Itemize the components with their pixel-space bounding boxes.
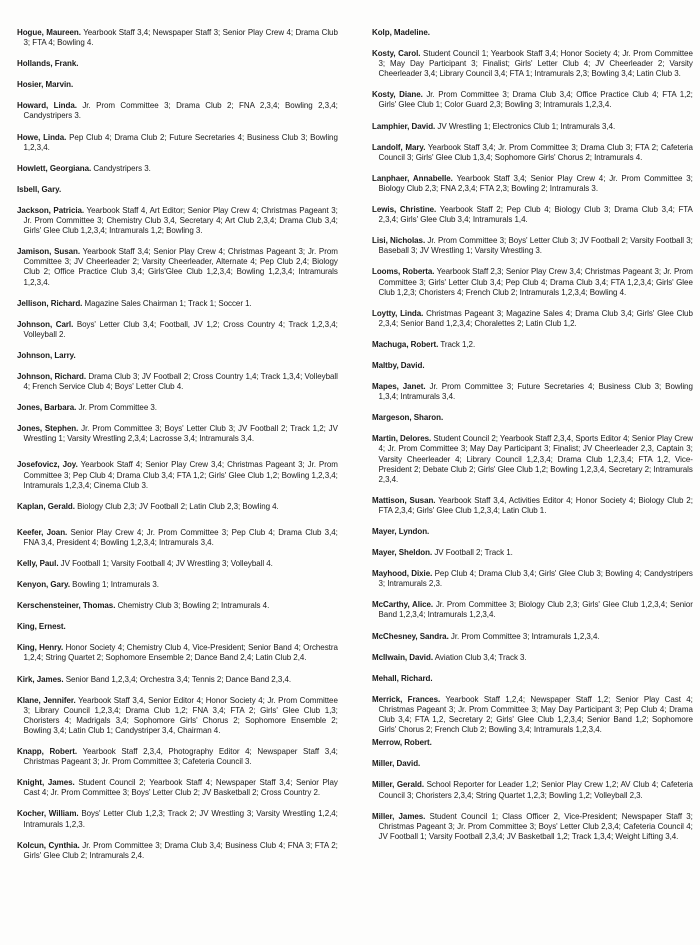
senior-entry xyxy=(372,121,693,131)
student-name: King, Henry. xyxy=(17,642,64,653)
senior-entry xyxy=(372,339,693,349)
student-name: Mehall, Richard. xyxy=(372,672,433,683)
student-name: Howe, Linda. xyxy=(17,131,67,142)
senior-entry xyxy=(372,433,693,483)
senior-entry xyxy=(17,808,338,828)
student-name: Kelly, Paul. xyxy=(17,558,59,568)
student-activities: Honor Society 4; Chemistry Club 4, Vice-President; Senior Band 4; Orchestra 1,2,4; String Quartet 2; Sophomore Ensemble 2; Dance Band 2,4; Latin Club 2,4. xyxy=(23,642,338,663)
senior-entry xyxy=(372,673,693,683)
student-name: Jackson, Patricia. xyxy=(17,204,85,215)
student-name: Hogue, Maureen. xyxy=(17,27,81,37)
student-name: Maltby, David. xyxy=(372,359,425,370)
student-activities: Yearbook Staff 3,4; Jr. Prom Committee 3; Drama Club 3; FTA 2; Cafeteria Council 3; Girls' Glee Club 1,3,4; Sophomore Girls' Chorus 2; Intramurals 4. xyxy=(378,141,693,162)
senior-entry xyxy=(17,746,338,766)
senior-entry xyxy=(372,142,693,162)
student-name: Josefovicz, Joy. xyxy=(17,459,78,470)
senior-entry xyxy=(372,412,693,422)
student-name: Kaplan, Gerald. xyxy=(17,500,75,511)
student-name: Howlett, Georgiana. xyxy=(17,162,92,173)
student-name: Mattison, Susan. xyxy=(372,494,436,505)
senior-entry xyxy=(17,402,338,412)
senior-entry xyxy=(17,423,338,443)
student-name: Kolp, Madeline. xyxy=(372,27,430,37)
student-activities: Student Council 2; Yearbook Staff 2,3,4, Sports Editor 4; Senior Play Crew 4; Jr. Prom Committee 3; May Day Participant 3; Finalist; JV Cheerleader 2,3, Captain 3; Varsity Cheerleader 4; Library Council 1,2,3,4; Drama Club 1,2,3,4; FTA 1,2, Vice-President 2; Debate Club 2; Girls' Glee Club 1,2; Bowling 1,2,3,4, Secretary 2; Intramurals 2,3,4. xyxy=(378,433,693,484)
senior-entry xyxy=(372,360,693,370)
student-name: Kocher, William. xyxy=(17,808,79,819)
student-name: Johnson, Larry. xyxy=(17,349,76,360)
student-name: Mayer, Lyndon. xyxy=(372,526,430,536)
student-activities: Magazine Sales Chairman 1; Track 1; Soccer 1. xyxy=(84,297,252,308)
senior-entry xyxy=(17,100,338,120)
student-activities: Pep Club 4; Drama Club 2; Future Secretaries 4; Business Club 3; Bowling 1,2,3,4. xyxy=(23,131,338,152)
senior-entry xyxy=(17,621,338,631)
senior-entry xyxy=(17,184,338,194)
student-name: McIlwain, David. xyxy=(372,651,434,662)
senior-entry xyxy=(372,599,693,619)
senior-entry xyxy=(17,79,338,89)
student-name: Isbell, Gary. xyxy=(17,183,62,194)
student-activities: Jr. Prom Committee 3; Biology Club 2,3; Girls' Glee Club 1,2,3,4; Senior Band 1,2,3,4; Intramurals 1,2,3,4. xyxy=(378,599,693,620)
senior-entry xyxy=(372,173,693,193)
student-activities: Jr. Prom Committee 3. xyxy=(78,402,157,413)
student-name: Looms, Roberta. xyxy=(372,266,435,277)
senior-entry xyxy=(372,495,693,515)
senior-entry xyxy=(372,381,693,401)
student-name: McCarthy, Alice. xyxy=(372,599,434,610)
student-activities: Aviation Club 3,4; Track 3. xyxy=(434,651,527,662)
student-activities: Student Council 2; Yearbook Staff 4; Newspaper Staff 3,4; Senior Play Cast 4; Jr. Prom Committee 3; Boys' Letter Club 2; JV Basketball 2; Cross Country 2. xyxy=(23,777,338,798)
student-activities: Student Council 1; Class Officer 2, Vice-President; Newspaper Staff 3; Christmas Pageant 3; Jr. Prom Committee 3; Boys' Letter Club 2,3,4; Cafeteria Council 4; JV Football 1; Varsity Football 2,3,4; JV Basketball 1,2; Track 1,3,4; Weight Lifting 3,4. xyxy=(378,810,693,841)
senior-entry xyxy=(372,568,693,588)
senior-entry xyxy=(372,758,693,768)
student-name: Johnson, Richard. xyxy=(17,370,87,381)
student-activities: Student Council 1; Yearbook Staff 3,4; Honor Society 4; Jr. Prom Committee 3; May Day Participant 3; Finalist; Girls' Letter Club 4; JV Cheerleader 2; Varsity Cheerleader 3,4; Library Council 3,4; FTA 1; Intramurals 2,3; Bowling 3,4; Latin Club 3. xyxy=(378,48,693,79)
student-activities: Jr. Prom Committee 3; Intramurals 1,2,3,4. xyxy=(450,630,600,641)
senior-entry xyxy=(372,547,693,557)
senior-entry xyxy=(372,737,693,747)
student-activities: Yearbook Staff 3,4; Senior Play Crew 4; Jr. Prom Committee 3; Biology Club 2,3; FNA 2,3,4; FTA 2,3; Bowling 2; Intramurals 3. xyxy=(378,172,693,193)
student-activities: Jr. Prom Committee 3; Future Secretaries 4; Business Club 3; Bowling 1,3,4; Intramurals 3,4. xyxy=(378,381,693,402)
student-name: Lisi, Nicholas. xyxy=(372,235,426,246)
student-activities: Drama Club 3; JV Football 2; Cross Country 1,4; Track 1,3,4; Volleyball 4; French Service Club 4; Boys' Letter Club 4. xyxy=(23,370,338,392)
senior-entry xyxy=(372,266,693,296)
student-activities: Yearbook Staff 4; Senior Play Crew 3,4; Christmas Pageant 3; Jr. Prom Committee 3; Pep Club 4; Drama Club 3,4; FTA 1,2; Girls' Glee Club 1,2; Bowling 1,2,3,4; Intramurals 1,2,3,4; Cinema Club 3. xyxy=(23,459,338,490)
student-name: Mayhood, Dixie. xyxy=(372,568,433,579)
senior-entry xyxy=(17,777,338,797)
student-activities: School Reporter for Leader 1,2; Senior Play Crew 1,2; AV Club 4; Cafeteria Council 3; Choristers 2,3,4; String Quartet 1,2,3; Bowling 1,2; Volleyball 2,3. xyxy=(378,779,693,800)
student-activities: Biology Club 2,3; JV Football 2; Latin Club 2,3; Bowling 4. xyxy=(77,500,279,511)
student-activities: Jr. Prom Committee 3; Boys' Letter Club 3; JV Football 2; Varsity Football 3; Baseball 3; JV Wrestling 1; Varsity Wrestling 3. xyxy=(378,235,693,256)
student-name: Hollands, Frank. xyxy=(17,58,79,69)
student-name: Martin, Delores. xyxy=(372,433,432,444)
student-activities: Yearbook Staff 3,4, Activities Editor 4; Honor Society 4; Biology Club 2; FTA 2,3,4; Girls' Glee Club 1,2,3,4; Latin Club 1. xyxy=(378,494,693,515)
senior-entry xyxy=(17,459,338,489)
student-activities: Track 1,2. xyxy=(440,338,476,349)
student-activities: Senior Band 1,2,3,4; Orchestra 3,4; Tennis 2; Dance Band 2,3,4. xyxy=(65,673,292,684)
student-name: Landolf, Mary. xyxy=(372,141,426,152)
student-name: Hosier, Marvin. xyxy=(17,79,74,90)
student-activities: Christmas Pageant 3; Magazine Sales 4; Drama Club 3,4; Girls' Glee Club 2,3,4; Senior Band 1,2,3,4; Choralettes 2; Latin Club 1,2. xyxy=(378,307,693,328)
student-name: Jamison, Susan. xyxy=(17,246,81,257)
senior-entry xyxy=(17,501,338,511)
student-activities: Boys' Letter Club 3,4; Football, JV 1,2; Cross Country 4; Track 1,2,3,4; Volleyball 2. xyxy=(23,318,338,339)
student-name: Miller, Gerald. xyxy=(372,779,425,790)
senior-entry xyxy=(372,811,693,841)
senior-entry xyxy=(17,163,338,173)
student-name: Kosty, Carol. xyxy=(372,48,421,59)
senior-entry xyxy=(372,631,693,641)
student-name: Miller, David. xyxy=(372,758,421,769)
student-activities: Yearbook Staff 4, Art Editor; Senior Play Crew 4; Christmas Pageant 3; Jr. Prom Committee 3; Chemistry Club 3,4, Secretary 4; Art Club 2,3,4; Drama Club 3,4; Girls' Glee Club 1,2,3,4; Intramurals 1,2; Bowling 3. xyxy=(23,204,338,236)
senior-entry xyxy=(17,298,338,308)
senior-entry xyxy=(17,579,338,589)
student-activities: Yearbook Staff 3,4; Senior Play Crew 4; Christmas Pageant 3; Jr. Prom Committee 3; JV Cheerleader 2; Varsity Cheerleader, Alternate 4; Pep Club 2,4; Biology Club 2; Office Practice Club 3,4; Girls'Glee Club 1,2,3,4; Bowling 1,2,3,4; Intramurals 1,2,3,4. xyxy=(23,246,338,287)
student-activities: Yearbook Staff 3,4, Senior Editor 4; Honor Society 4; Jr. Prom Committee 3; Library Council 1,2,3,4; Drama Club 1,2; FNA 3,4; FTA 2; Girls' Glee Club 1,3; Choristers 4; Madrigals 3,4; Sophomore Girls' Chorus 2; Sophomore Ensemble 2; Bowling 3,4; Latin Club 1; Candystriper 3,4, Chairman 4. xyxy=(23,694,338,735)
senior-entry xyxy=(17,205,338,235)
student-name: Keefer, Joan. xyxy=(17,526,68,537)
student-name: Kosty, Diane. xyxy=(372,89,423,100)
student-name: Kerschensteiner, Thomas. xyxy=(17,600,116,611)
senior-entry xyxy=(17,371,338,391)
senior-entry xyxy=(17,58,338,68)
senior-entry xyxy=(372,48,693,78)
student-activities: Boys' Letter Club 1,2,3; Track 2; JV Wrestling 3; Varsity Wrestling 1,2,4; Intramurals 1,2,3. xyxy=(23,808,338,829)
student-name: Machuga, Robert. xyxy=(372,338,439,349)
student-name: Klane, Jennifer. xyxy=(17,694,76,705)
student-name: Knight, James. xyxy=(17,777,75,788)
student-activities: Yearbook Staff 1,2,4; Newspaper Staff 1,2; Senior Play Cast 4; Christmas Pageant 3; Jr. Prom Committee 3; May Day Participant 3; Pep Club 4; Drama Club 3,4; FTA 1,2, Secretary 2; Girls' Glee Club 1,2,3,4; Senior Band 1,2; Sophomore Girls' Chorus 2; French Club 2; Bowling 3,4; Intramurals 1,2,3,4. xyxy=(378,693,693,735)
senior-entry xyxy=(17,642,338,662)
student-name: Mayer, Sheldon. xyxy=(372,547,433,558)
student-activities: Senior Play Crew 4; Jr. Prom Committee 3; Pep Club 4; Drama Club 3,4; FNA 3,4, President 4; Bowling 1,2,3,4; Intramurals 3,4. xyxy=(23,526,338,547)
student-name: Jones, Barbara. xyxy=(17,402,77,413)
student-name: Jellison, Richard. xyxy=(17,297,83,308)
senior-entry xyxy=(17,695,338,735)
student-name: Lamphier, David. xyxy=(372,120,436,131)
student-activities: JV Wrestling 1; Electronics Club 1; Intramurals 3,4. xyxy=(437,120,616,131)
senior-entry xyxy=(17,674,338,684)
senior-entry xyxy=(372,89,693,109)
student-name: Johnson, Carl. xyxy=(17,318,74,329)
student-activities: JV Football 2; Track 1. xyxy=(434,547,513,558)
student-name: Lanphaer, Annabelle. xyxy=(372,172,453,183)
senior-entry xyxy=(17,558,338,568)
student-activities: Yearbook Staff 2,3; Senior Play Crew 3,4; Christmas Pageant 3; Jr. Prom Committee 3; Girls' Letter Club 3,4; Pep Club 4; Drama Club 3,4; FTA 1,2,3,4; Girls' Glee Club 1,2,3; Choristers 4; French Club 2; Intramurals 1,2,3,4; Bowling 4. xyxy=(378,266,693,297)
senior-entry xyxy=(17,527,338,547)
senior-entry xyxy=(372,235,693,255)
senior-entry xyxy=(372,779,693,799)
left-column xyxy=(17,27,338,860)
senior-entry xyxy=(372,694,693,734)
student-activities: Chemistry Club 3; Bowling 2; Intramurals 4. xyxy=(117,600,270,611)
senior-entry xyxy=(372,308,693,328)
senior-entry xyxy=(372,652,693,662)
student-activities: Yearbook Staff 2,3,4, Photography Editor 4; Newspaper Staff 3,4; Christmas Pageant 3; Jr. Prom Committee 3; Cafeteria Council 3. xyxy=(23,746,338,767)
student-name: Knapp, Robert. xyxy=(17,746,78,757)
student-name: King, Ernest. xyxy=(17,621,66,632)
student-name: Merrow, Robert. xyxy=(372,737,432,748)
senior-entry xyxy=(17,350,338,360)
student-name: McChesney, Sandra. xyxy=(372,630,449,641)
student-name: Kenyon, Gary. xyxy=(17,579,70,590)
student-name: Miller, James. xyxy=(372,810,426,821)
senior-entry xyxy=(17,27,338,47)
right-column xyxy=(372,27,693,841)
student-name: Margeson, Sharon. xyxy=(372,412,444,423)
student-activities: Yearbook Staff 3,4; Newspaper Staff 3; Senior Play Crew 4; Drama Club 3; FTA 4; Bowling 4. xyxy=(23,27,338,48)
student-activities: Pep Club 4; Drama Club 3,4; Girls' Glee Club 3; Bowling 4; Candystripers 3; Intramurals 2,3. xyxy=(378,568,693,589)
student-name: Merrick, Frances. xyxy=(372,693,441,704)
student-activities: Jr. Prom Committee 3; Drama Club 3,4; Office Practice Club 4; FTA 1,2; Girls' Glee Club 1; Color Guard 2,3; Bowling 3; Intramurals 1,2,3,4. xyxy=(378,89,693,110)
senior-entry xyxy=(17,840,338,860)
senior-entry xyxy=(372,204,693,224)
student-name: Mapes, Janet. xyxy=(372,381,426,392)
student-activities: JV Football 1; Varsity Football 4; JV Wrestling 3; Volleyball 4. xyxy=(60,558,273,568)
student-activities: Bowling 1; Intramurals 3. xyxy=(72,579,159,590)
senior-entry xyxy=(372,27,693,37)
student-name: Howard, Linda. xyxy=(17,100,77,111)
student-activities: Candystripers 3. xyxy=(93,162,151,173)
senior-entry xyxy=(17,600,338,610)
senior-entry xyxy=(372,526,693,536)
student-name: Lewis, Christine. xyxy=(372,204,437,215)
senior-entry xyxy=(17,319,338,339)
senior-entry xyxy=(17,246,338,286)
student-name: Jones, Stephen. xyxy=(17,423,79,434)
student-name: Kirk, James. xyxy=(17,673,64,684)
senior-entry xyxy=(17,132,338,152)
student-activities: Jr. Prom Committee 3; Drama Club 2; FNA 2,3,4; Bowling 2,3,4; Candystripers 3. xyxy=(23,100,338,121)
student-activities: Jr. Prom Committee 3; Drama Club 3,4; Business Club 4; FNA 3; FTA 2; Girls' Glee Club 2; Intramurals 2,4. xyxy=(23,839,338,860)
student-activities: Yearbook Staff 2; Pep Club 4; Biology Club 3; Drama Club 3,4; FTA 2,3,4; Girls' Glee Club 3,4; Intramurals 1,4. xyxy=(378,204,693,225)
student-name: Kolcun, Cynthia. xyxy=(17,839,80,850)
student-name: Loytty, Linda. xyxy=(372,307,424,318)
student-activities: Jr. Prom Committee 3; Boys' Letter Club 3; JV Football 2; Track 1,2; JV Wrestling 1; Varsity Wrestling 2,3,4; Lacrosse 3,4; Intramurals 3,4. xyxy=(23,423,338,444)
